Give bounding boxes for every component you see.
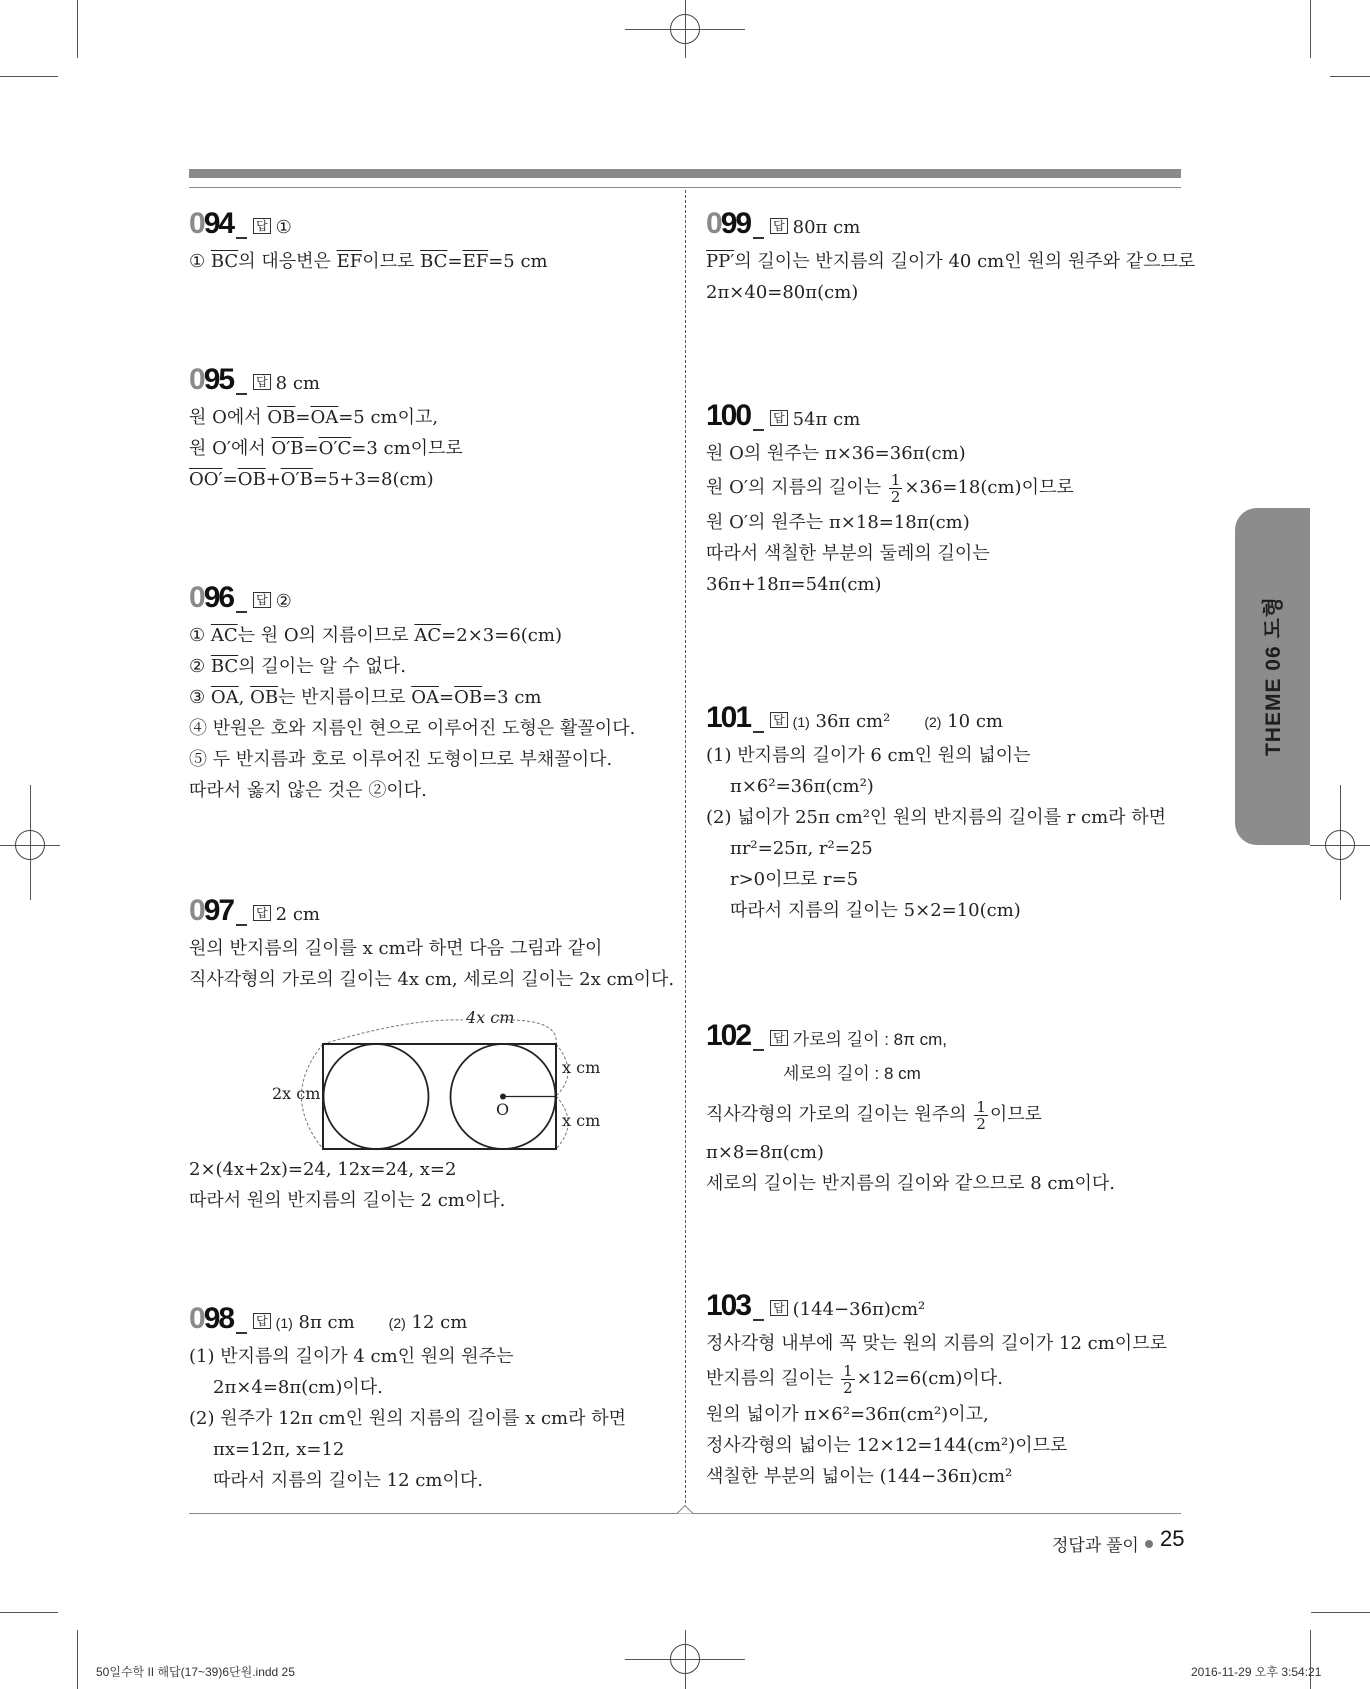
solution-line: 원 O′에서 O′B=O′C=3 cm이므로	[189, 438, 463, 459]
problem-103	[706, 1290, 1167, 1492]
answer-badge: 답	[770, 410, 788, 426]
solution-line: ⑤ 두 반지름과 호로 이루어진 도형이므로 부채꼴이다.	[189, 749, 613, 770]
problem-number: 097	[189, 894, 234, 927]
print-slug-filename: 50일수학 II 해답(17~39)6단원.indd 25	[96, 1665, 295, 1679]
solution-line: ③ $\overline{OA}$, $\overline{OB}$는 반지름이므로 $\overline{OA}=\overline{OB}=3$ cm	[189, 687, 542, 708]
problem-number: 100	[706, 399, 751, 432]
answer-value: 8 cm	[275, 373, 320, 394]
solution-line: 반지름의 길이는 $\frac{1}{2}$ ×12=6(cm)이다.	[706, 1361, 1003, 1397]
answer-value-width: 가로의 길이 : 8π cm,	[792, 1030, 947, 1049]
answer-badge: 답	[253, 374, 271, 390]
answer-value-1: 36π cm²	[815, 711, 891, 732]
answer-value-height: 세로의 길이 : 8 cm	[783, 1064, 921, 1083]
figure-label-right-bottom: x cm	[562, 1111, 601, 1130]
figure-label-top: 4x cm	[466, 1008, 515, 1027]
problem-097	[189, 895, 674, 995]
problem-100	[706, 400, 1074, 600]
answer-value: (144−36π)cm²	[792, 1299, 926, 1320]
crop-mark-bottom-left-h	[0, 1612, 58, 1613]
solution-line: 36π+18π=54π(cm)	[706, 574, 882, 595]
fraction: $\frac{1}{2}$	[843, 1361, 853, 1397]
answer-badge: 답	[253, 905, 271, 921]
answer-value-2: 10 cm	[947, 711, 1003, 732]
footer-section-label: 정답과 풀이	[1052, 1536, 1139, 1555]
solution-line: π×6²=36π(cm²)	[730, 776, 874, 797]
solution-line: 따라서 색칠한 부분의 둘레의 길이는	[706, 543, 990, 564]
solution-line: 따라서 지름의 길이는 12 cm이다.	[213, 1470, 483, 1491]
divider-notch-icon	[677, 1505, 693, 1514]
problem-number: 094	[189, 207, 234, 240]
figure-drawing	[260, 1008, 640, 1158]
answer-badge: 답	[770, 218, 788, 234]
registration-mark-top-icon	[670, 14, 700, 44]
bullet-dot-icon	[1145, 1540, 1153, 1548]
problem-102	[706, 1020, 1115, 1199]
solution-line: π×8=8π(cm)	[706, 1142, 824, 1163]
answer-badge: 답	[770, 1030, 788, 1046]
problem-number: 098	[189, 1302, 234, 1335]
solution-line: $OO'=\overline{OB}+O'B=5+3=8(cm)$	[189, 469, 434, 490]
crop-mark-bottom-right	[1310, 1630, 1311, 1689]
answer-value: 2 cm	[275, 904, 320, 925]
solution-line: 2π×40=80π(cm)	[706, 282, 859, 303]
answer-value: ②	[275, 591, 292, 612]
print-slug-timestamp: 2016-11-29 오후 3:54:21	[1191, 1665, 1322, 1679]
problem-101: 101 답 (1) 36π cm² (2) 10 cm (1) 반지름의 길이가 6 cm인 원의 넓이는 π×6²=36π(cm²) (2) 넓이가 25π cm²인 원의 반지름의 길이를 r cm라 하면 πr²=25π, r²=25 r>0이므로 r=5 따라서 지름의 길이는 5×2=10(cm)	[706, 702, 1166, 926]
answer-badge: 답	[770, 712, 788, 728]
problem-number: 102	[706, 1019, 751, 1052]
problem-number: 099	[706, 207, 751, 240]
answer-value: 80π cm	[792, 217, 861, 238]
crop-mark-top-right-h	[1330, 76, 1370, 77]
fraction: $\frac{1}{2}$	[976, 1097, 986, 1133]
solution-line: 따라서 원의 반지름의 길이는 2 cm이다.	[189, 1190, 506, 1211]
solution-line: ② $\overline{BC}$의 길이는 알 수 없다.	[189, 656, 406, 677]
answer-badge: 답	[253, 592, 271, 608]
header-bar	[189, 169, 1181, 178]
answer-value: 54π cm	[792, 409, 861, 430]
problem-number: 095	[189, 363, 234, 396]
solution-line: PP′의 길이는 반지름의 길이가 40 cm인 원의 원주와 같으므로	[706, 251, 1196, 272]
solution-line: 원의 반지름의 길이를 x cm라 하면 다음 그림과 같이	[189, 938, 603, 959]
solution-line: 원의 넓이가 π×6²=36π(cm²)이고,	[706, 1404, 989, 1425]
figure-label-right-top: x cm	[562, 1058, 601, 1077]
problem-095	[189, 364, 463, 495]
crop-mark-bottom-left	[77, 1630, 78, 1689]
problem-097-continued	[189, 1154, 505, 1216]
crop-mark-top-left	[77, 0, 78, 58]
problem-096	[189, 582, 635, 806]
chapter-side-tab-label: THEME 06 도형	[1262, 595, 1285, 757]
registration-mark-right-icon	[1325, 830, 1355, 860]
solution-line: (2) 넓이가 25π cm²인 원의 반지름의 길이를 r cm라 하면	[706, 807, 1167, 828]
answer-badge: 답	[253, 218, 271, 234]
solution-line: r>0이므로 r=5	[730, 869, 859, 890]
solution-line: 정사각형의 넓이는 12×12=144(cm²)이므로	[706, 1435, 1068, 1456]
problem-098: 098 답 (1) 8π cm (2) 12 cm (1) 반지름의 길이가 4 cm인 원의 원주는 2π×4=8π(cm)이다. (2) 원주가 12π cm인 원의 지름의 길이를 x cm라 하면 πx=12π, x=12 따라서 지름의 길이는 12 cm이다.	[189, 1303, 626, 1496]
answer-value: ①	[275, 217, 292, 238]
solution-line: πr²=25π, r²=25	[730, 838, 873, 859]
solution-line: ① $\overline{BC}$의 대응변은 $\overline{EF}$이므로 $\overline{BC}=\overline{EF}=5$ cm	[189, 251, 548, 272]
solution-line: (1) 반지름의 길이가 4 cm인 원의 원주는	[189, 1346, 514, 1367]
page-number: 25	[1160, 1526, 1185, 1551]
solution-line: 직사각형의 가로의 길이는 4x cm, 세로의 길이는 2x cm이다.	[189, 969, 675, 990]
solution-line: 원 O의 원주는 π×36=36π(cm)	[706, 443, 966, 464]
problem-number: 096	[189, 581, 234, 614]
solution-line: 색칠한 부분의 넓이는 (144−36π)cm²	[706, 1466, 1013, 1487]
crop-mark-top-right	[1310, 0, 1311, 58]
fraction: $\frac{1}{2}$	[890, 470, 901, 506]
problem-number: 103	[706, 1289, 751, 1322]
solution-line: (2) 원주가 12π cm인 원의 지름의 길이를 x cm라 하면	[189, 1408, 626, 1429]
solution-line: ① $\overline{AC}$는 원 O의 지름이므로 $\overline{AC}=2\times 3=6(cm)$	[189, 625, 562, 646]
registration-mark-bottom-icon	[670, 1644, 700, 1674]
column-divider	[685, 190, 686, 1508]
registration-mark-left-icon	[15, 830, 45, 860]
two-circles-rectangle-figure	[260, 1008, 640, 1162]
solution-line: 따라서 옳지 않은 것은 ②이다.	[189, 780, 427, 801]
solution-line: 원 O′의 지름의 길이는 $\frac{1}{2}$ ×36=18(cm)이므로	[706, 470, 1074, 506]
crop-mark-bottom-right-h	[1311, 1612, 1370, 1613]
problem-099	[706, 208, 1195, 308]
solution-line: (1) 반지름의 길이가 6 cm인 원의 넓이는	[706, 745, 1031, 766]
answer-value-1: 8π cm	[298, 1312, 355, 1333]
solution-line: ④ 반원은 호와 지름인 현으로 이루어진 도형은 활꼴이다.	[189, 718, 636, 739]
problem-number: 101	[706, 701, 751, 734]
solution-line: 원 O에서 $\overline{OB}=\overline{OA}=5$ cm이고,	[189, 407, 439, 428]
problem-094	[189, 208, 548, 277]
solution-line: 따라서 지름의 길이는 5×2=10(cm)	[730, 900, 1021, 921]
crop-mark-top-left-h	[0, 76, 58, 77]
figure-label-center: O	[496, 1100, 510, 1119]
figure-label-left: 2x cm	[272, 1084, 321, 1103]
solution-line: πx=12π, x=12	[213, 1439, 345, 1460]
answer-badge: 답	[770, 1300, 788, 1316]
header-rule	[189, 187, 1181, 188]
solution-line: 직사각형의 가로의 길이는 원주의 $\frac{1}{2}$ 이므로	[706, 1097, 1043, 1133]
solution-line: 정사각형 내부에 꼭 맞는 원의 지름의 길이가 12 cm이므로	[706, 1333, 1167, 1354]
solution-line: 원 O′의 원주는 π×18=18π(cm)	[706, 512, 970, 533]
answer-badge: 답	[253, 1313, 271, 1329]
solution-line: 2×(4x+2x)=24, 12x=24, x=2	[189, 1159, 457, 1180]
answer-value-2: 12 cm	[411, 1312, 468, 1333]
solution-line: 2π×4=8π(cm)이다.	[213, 1377, 383, 1398]
solution-line: 세로의 길이는 반지름의 길이와 같으므로 8 cm이다.	[706, 1173, 1116, 1194]
